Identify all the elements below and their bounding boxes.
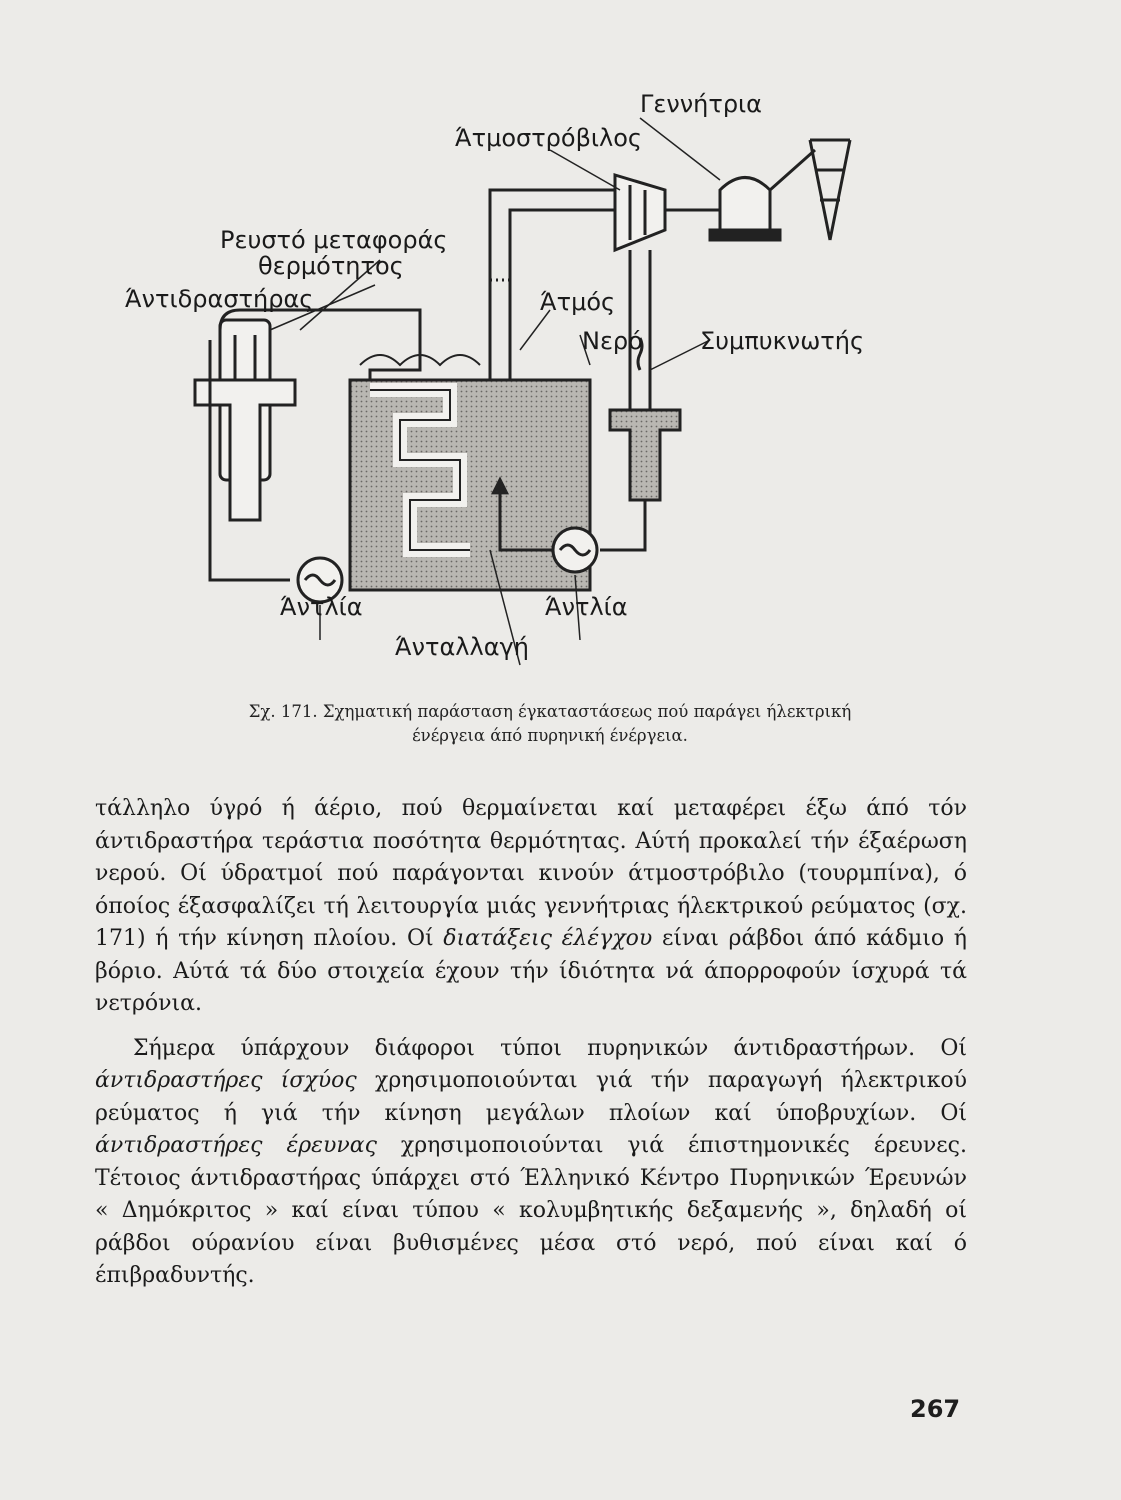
condenser <box>610 250 680 500</box>
page-number: 267 <box>910 1395 961 1423</box>
label-reactor: Άντιδραστήρας <box>125 285 314 313</box>
paragraph-2-italic-2: άντιδραστήρες έρευνας <box>95 1133 377 1158</box>
label-turbine: Άτμοστρόβιλος <box>455 124 643 152</box>
label-pump-right: Άντλία <box>545 593 628 621</box>
paragraph-1-text-b: είναι ράβδοι άπό κάδμιο ή βόριο. Αύτά τά δύο στοιχεία έχουν τήν ίδιότητα νά άπορροφούν ίσχυρά τά νετρόνια. <box>95 926 967 1016</box>
label-coolant-line2: θερμότητος <box>258 252 404 280</box>
label-generator: Γεννήτρια <box>640 90 762 118</box>
paragraph-1-italic: διατάξεις έλέγχου <box>443 926 653 951</box>
caption-line-1: Σχ. 171. Σχηματική παράσταση έγκαταστάσεως πού παράγει ήλεκτρική <box>248 702 852 721</box>
paragraph-2-text-b: χρησιμοποιούνται γιά τήν παραγωγή ήλεκτρικού ρεύματος ή γιά τήν κίνηση μεγάλων πλοίων καί ύποβρυχίων. Οί <box>95 1068 967 1126</box>
label-steam: Άτμός <box>540 288 616 316</box>
body-text <box>95 793 967 1293</box>
paragraph-2 <box>95 1033 967 1293</box>
caption-line-2: ένέργεια άπό πυρηνική ένέργεια. <box>412 726 688 745</box>
paragraph-2-text-a: Σήμερα ύπάρχουν διάφοροι τύποι πυρηνικών άντιδραστήρων. Οί <box>133 1035 967 1061</box>
reactor-diagram <box>120 80 980 700</box>
figure-caption <box>140 700 960 748</box>
label-exchanger: Άνταλλαγή <box>395 633 529 661</box>
label-condenser: Συμπυκνωτής <box>700 327 865 355</box>
label-water: Νερό <box>582 327 643 355</box>
turbine <box>615 175 720 250</box>
generator <box>710 140 850 240</box>
paragraph-2-text-c: χρησιμοποιούνται γιά έπιστημονικές έρευνες. Τέτοιος άντιδραστήρας ύπάρχει στό Έλληνικό Κέντρο Πυρηνικών Έρευνών « Δημόκριτος » καί είναι τύπου « κολυμβητικής δεξαμενής », δηλαδή οί ράβδοι ούρανίου είναι βυθισμένες μέσα στό νερό, πού είναι καί ό έπιβραδυντής. <box>95 1133 967 1288</box>
label-pump-left: Άντλία <box>280 593 363 621</box>
paragraph-1-text-a: τάλληλο ύγρό ή άέριο, πού θερμαίνεται καί μεταφέρει έξω άπό τόν άντιδραστήρα τεράστια ποσότητα θερμότητας. Αύτή προκαλεί τήν έξαέρωση νερού. Οί ύδρατμοί πού παράγονται κινούν άτμοστρόβιλο (τουρμπίνα), ό όποίος έξασφαλίζει τή λειτουργία μιάς γεννήτριας ήλεκτρικού ρεύματος (σχ. 171) ή τήν κίνηση πλοίου. Οί <box>95 796 967 951</box>
label-coolant-line1: Ρευστό μεταφοράς <box>220 226 448 254</box>
paragraph-2-italic-1: άντιδραστήρες ίσχύος <box>95 1068 357 1093</box>
paragraph-1 <box>95 793 967 1021</box>
